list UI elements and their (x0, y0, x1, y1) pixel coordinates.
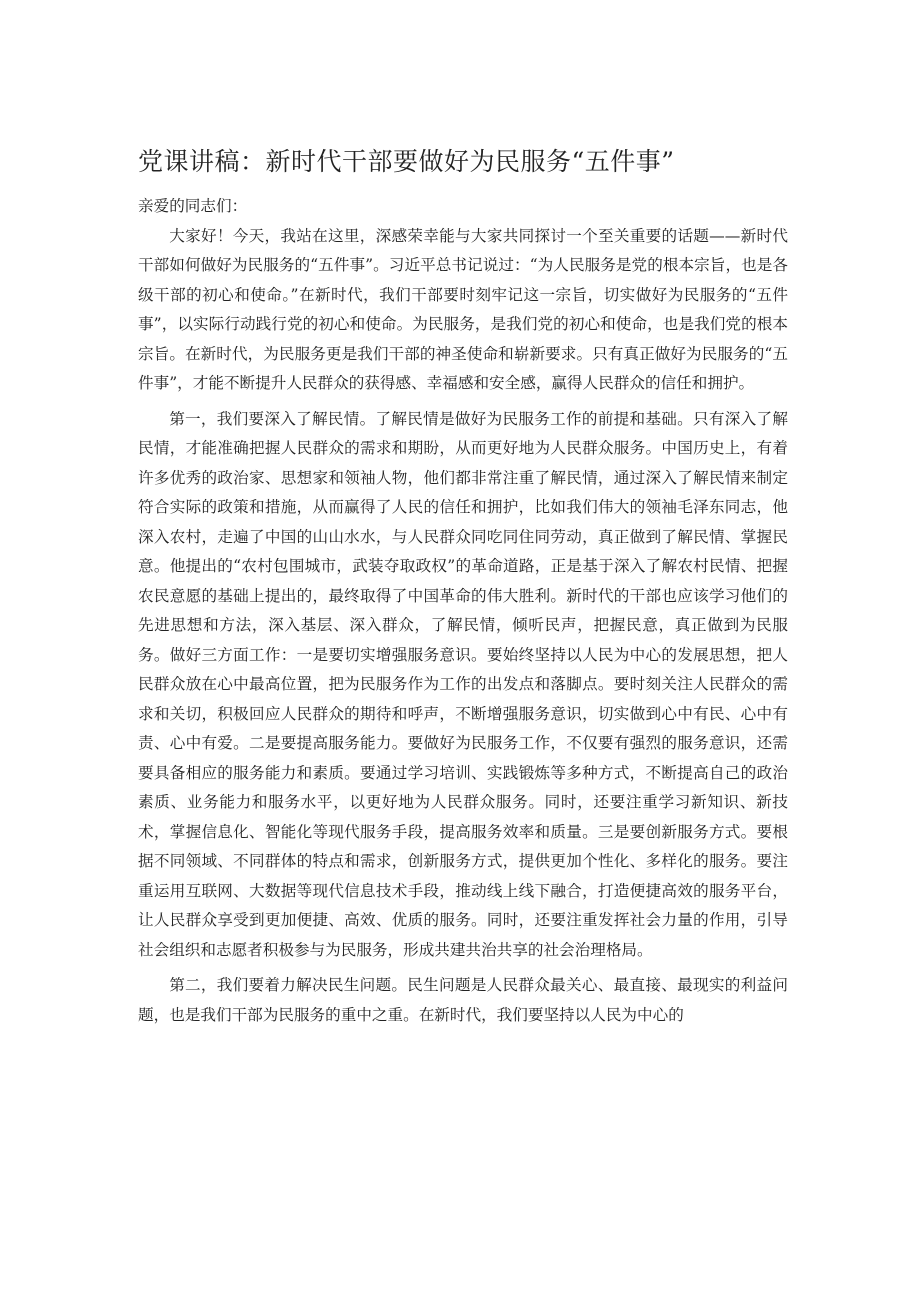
paragraph-intro: 大家好！今天，我站在这里，深感荣幸能与大家共同探讨一个至关重要的话题——新时代干部如何做好为民服务的“五件事”。习近平总书记说过：“为人民服务是党的根本宗旨，也是各级干部的初心和使命。”在新时代，我们干部要时刻牢记这一宗旨，切实做好为民服务的“五件事”，以实际行动践行党的初心和使命。为民服务，是我们党的初心和使命，也是我们党的根本宗旨。在新时代，为民服务更是我们干部的神圣使命和崭新要求。只有真正做好为民服务的“五件事”，才能不断提升人民群众的获得感、幸福感和安全感，赢得人民群众的信任和拥护。 (138, 226, 788, 392)
document-page (138, 140, 788, 1036)
paragraph-second-point: 第二，我们要着力解决民生问题。民生问题是人民群众最关心、最直接、最现实的利益问题，也是我们干部为民服务的重中之重。在新时代，我们要坚持以人民为中心的 (138, 976, 788, 1024)
document-title: 党课讲稿：新时代干部要做好为民服务“五件事” (138, 147, 675, 176)
paragraph-first-point: 第一，我们要深入了解民情。了解民情是做好为民服务工作的前提和基础。只有深入了解民情，才能准确把握人民群众的需求和期盼，从而更好地为人民群众服务。中国历史上，有着许多优秀的政治家、思想家和领袖人物，他们都非常注重了解民情，通过深入了解民情来制定符合实际的政策和措施，从而赢得了人民的信任和拥护，比如我们伟大的领袖毛泽东同志，他深入农村，走遍了中国的山山水水，与人民群众同吃同住同劳动，真正做到了解民情、掌握民意。他提出的“农村包围城市，武装夺取政权”的革命道路，正是基于深入了解农村民情、把握农民意愿的基础上提出的，最终取得了中国革命的伟大胜利。新时代的干部也应该学习他们的先进思想和方法，深入基层、深入群众，了解民情，倾听民声，把握民意，真正做到为民服务。做好三方面工作：一是要切实增强服务意识。要始终坚持以人民为中心的发展思想，把人民群众放在心中最高位置，把为民服务作为工作的出发点和落脚点。要时刻关注人民群众的需求和关切，积极回应人民群众的期待和呼声，不断增强服务意识，切实做到心中有民、心中有责、心中有爱。二是要提高服务能力。要做好为民服务工作，不仅要有强烈的服务意识，还需要具备相应的服务能力和素质。要通过学习培训、实践锻炼等多种方式，不断提高自己的政治素质、业务能力和服务水平，以更好地为人民群众服务。同时，还要注重学习新知识、新技术，掌握信息化、智能化等现代服务手段，提高服务效率和质量。三是要创新服务方式。要根据不同领域、不同群体的特点和需求，创新服务方式，提供更加个性化、多样化的服务。要注重运用互联网、大数据等现代信息技术手段，推动线上线下融合，打造便捷高效的服务平台，让人民群众享受到更加便捷、高效、优质的服务。同时，还要注重发挥社会力量的作用，引导社会组织和志愿者积极参与为民服务，形成共建共治共享的社会治理格局。 (138, 409, 788, 959)
greeting: 亲爱的同志们： (138, 197, 248, 215)
